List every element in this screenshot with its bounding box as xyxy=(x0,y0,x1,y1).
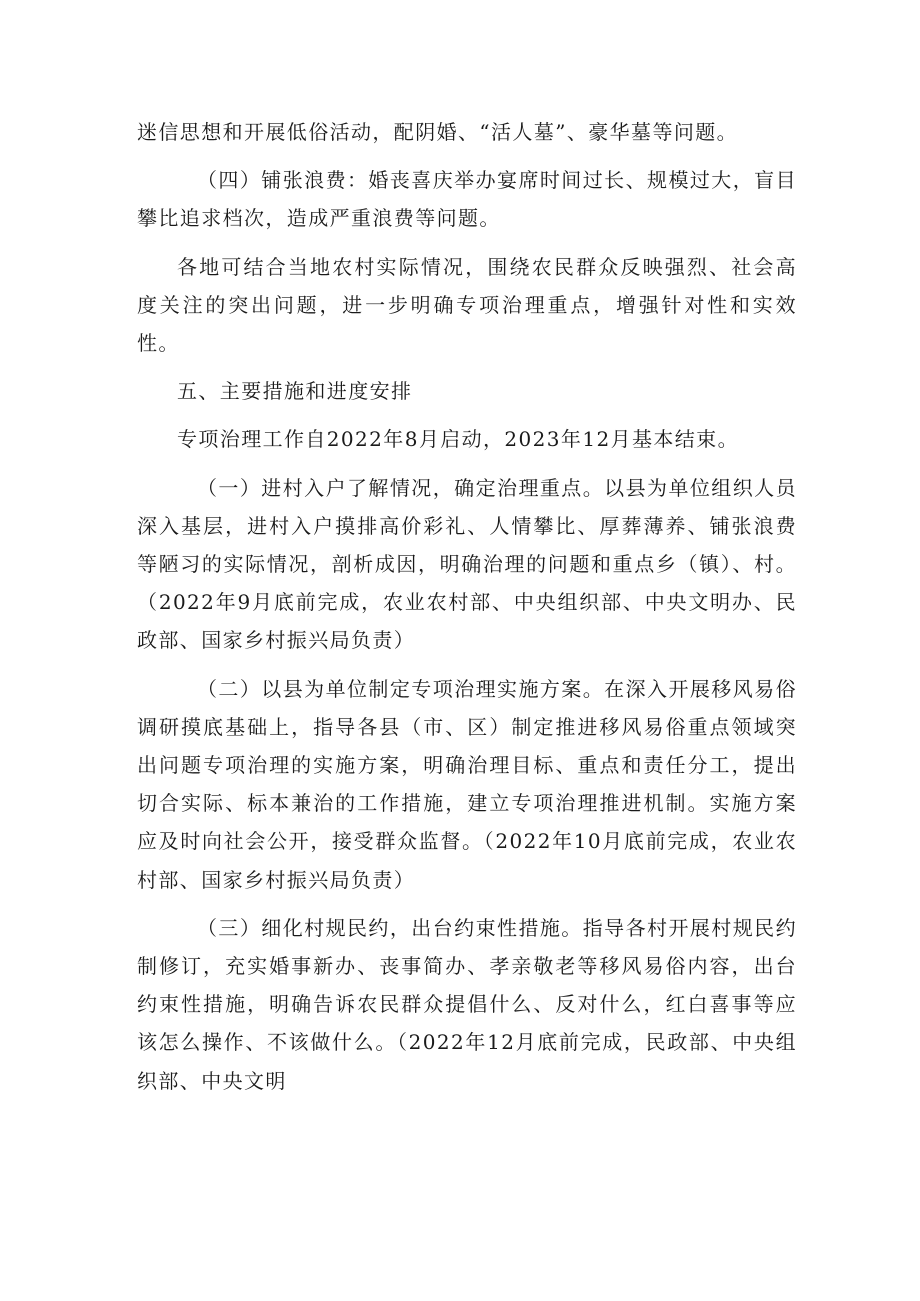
paragraph-measure-three: （三）细化村规民约，出台约束性措施。指导各村开展村规民约制修订，充实婚事新办、丧事简办、孝亲敬老等移风易俗内容，出台约束性措施，明确告诉农民群众提倡什么、反对什么，红白喜事等应该怎么操作、不该做什么。（2022年12月底前完成，民政部、中央组织部、中央文明 xyxy=(137,915,797,1093)
section-heading-five: 五、主要措施和进度安排 xyxy=(177,379,413,404)
paragraph-timeline: 专项治理工作自2022年8月启动，2023年12月基本结束。 xyxy=(177,427,739,452)
paragraph-continuation: 迷信思想和开展低俗活动，配阴婚、“活人墓”、豪华墓等问题。 xyxy=(137,120,739,144)
paragraph-measure-one: （一）进村入户了解情况，确定治理重点。以县为单位组织人员深入基层，进村入户摸排高价彩礼、人情攀比、厚葬薄养、铺张浪费等陋习的实际情况，剖析成因，明确治理的问题和重点乡（镇）、村。（2022年9月底前完成，农业农村部、中央组织部、中央文明办、民政部、国家乡村振兴局负责） xyxy=(137,475,797,653)
paragraph-item-four: （四）铺张浪费：婚丧喜庆举办宴席时间过长、规模过大，盲目攀比追求档次，造成严重浪费等问题。 xyxy=(137,168,797,231)
paragraph-measure-two: （二）以县为单位制定专项治理实施方案。在深入开展移风易俗调研摸底基础上，指导各县（市、区）制定推进移风易俗重点领域突出问题专项治理的实施方案，明确治理目标、重点和责任分工，提出切合实际、标本兼治的工作措施，建立专项治理推进机制。实施方案应及时向社会公开，接受群众监督。（2022年10月底前完成，农业农村部、国家乡村振兴局负责） xyxy=(137,676,797,892)
paragraph-local-guidance: 各地可结合当地农村实际情况，围绕农民群众反映强烈、社会高度关注的突出问题，进一步明确专项治理重点，增强针对性和实效性。 xyxy=(137,254,797,356)
document-body xyxy=(137,113,797,1110)
